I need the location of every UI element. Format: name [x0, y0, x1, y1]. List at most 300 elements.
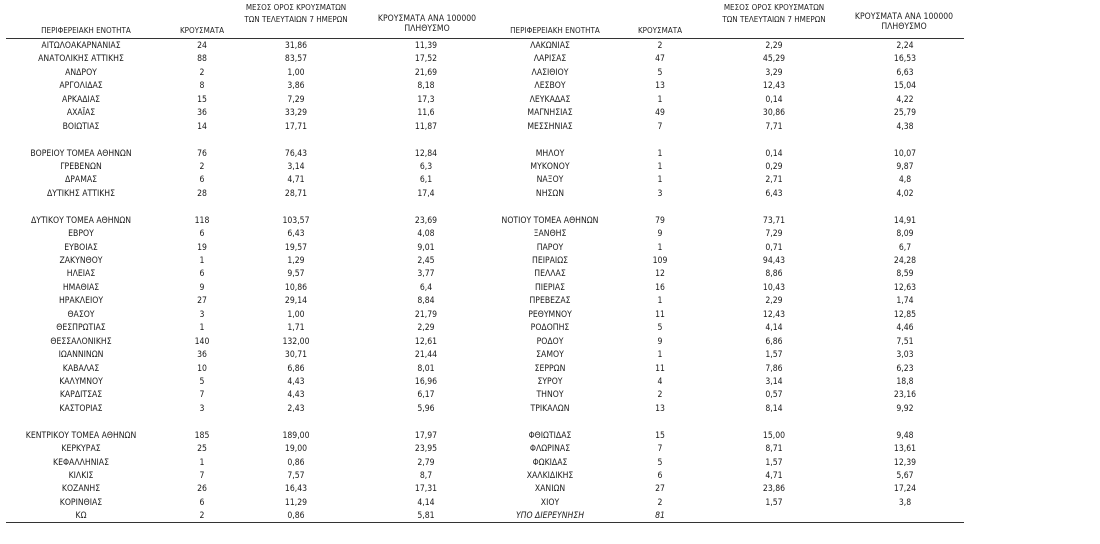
cell-per: 1,74 [896, 296, 914, 307]
cell-cases: 9 [657, 336, 663, 347]
cell-cases: 28 [197, 188, 207, 199]
cell-cases: 2 [657, 390, 663, 401]
cell-cases: 140 [194, 336, 210, 347]
cell-avg: 16,43 [284, 484, 308, 495]
cell-avg: 3,29 [765, 67, 783, 78]
cell-avg: 19,57 [284, 242, 308, 253]
cell-avg: 0,86 [287, 457, 305, 468]
cell-name: ΑΡΓΟΛΙΔΑΣ [59, 81, 103, 92]
cell-cases: 7 [657, 444, 663, 455]
table-row [490, 67, 964, 80]
cell-per: 6,4 [419, 282, 433, 293]
cell-avg: 10,86 [284, 282, 308, 293]
table-row [490, 416, 964, 429]
cell-name: ΚΑΒΑΛΑΣ [62, 363, 100, 374]
table-row [6, 161, 492, 174]
cell-name: ΘΕΣΣΑΛΟΝΙΚΗΣ [50, 336, 112, 347]
table-row [6, 94, 492, 107]
table-row [490, 80, 964, 93]
cell-avg: 0,86 [287, 511, 305, 522]
cell-cases: 47 [655, 54, 665, 65]
cell-name: ΠΡΕΒΕΖΑΣ [529, 296, 571, 307]
table-row [6, 174, 492, 187]
cell-per: 8,18 [417, 81, 435, 92]
cell-per: 17,3 [417, 94, 435, 105]
cell-per: 6,3 [419, 161, 433, 172]
cell-cases: 1 [657, 161, 663, 172]
cell-avg: 7,57 [287, 471, 305, 481]
table-row [6, 107, 492, 120]
table-row [490, 309, 964, 322]
cell-name: ΗΜΑΘΙΑΣ [62, 282, 100, 293]
cell-avg: 30,86 [762, 108, 786, 119]
cell-name: ΕΒΡΟΥ [68, 229, 94, 240]
cell-per: 23,16 [893, 390, 917, 401]
cell-cases: 2 [657, 41, 663, 51]
cell-cases: 12 [655, 269, 665, 280]
cell-name: ΖΑΚΥΝΘΟΥ [59, 256, 103, 266]
cell-name: ΤΗΝΟΥ [536, 390, 564, 401]
cell-avg: 3,86 [287, 81, 305, 92]
cell-avg: 2,29 [765, 296, 783, 307]
table-row [6, 322, 492, 335]
cell-cases: 19 [197, 242, 207, 253]
cell-avg: 73,71 [762, 215, 786, 226]
cell-name: ΝΑΞΟΥ [536, 175, 564, 186]
table-row [490, 228, 964, 241]
cell-per: 5,81 [417, 511, 435, 522]
cell-name: ΛΕΥΚΑΔΑΣ [529, 94, 571, 105]
cell-name: ΑΧΑΪΑΣ [66, 108, 96, 119]
cell-cases: 5 [657, 67, 663, 78]
cell-name: ΤΡΙΚΑΛΩΝ [530, 403, 570, 414]
cell-avg: 33,29 [284, 108, 308, 119]
cell-per: 11,39 [414, 41, 438, 51]
header-per-100k: ΚΡΟΥΣΜΑΤΑ ΑΝΑ 100000 ΠΛΗΘΥΣΜΟ [854, 12, 954, 32]
cell-per: 21,69 [414, 67, 438, 78]
table-row [6, 134, 492, 147]
table-row [490, 376, 964, 389]
cell-cases: 9 [657, 229, 663, 240]
table-row [6, 416, 492, 429]
cell-name: ΦΛΩΡΙΝΑΣ [529, 444, 571, 455]
cell-cases: 1 [657, 175, 663, 186]
cell-per: 4,08 [417, 229, 435, 240]
cell-per: 12,84 [414, 148, 438, 159]
cell-per: 9,01 [417, 242, 435, 253]
cell-name: ΚΩ [75, 511, 87, 522]
cell-avg: 189,00 [282, 430, 310, 441]
cell-name: ΑΡΚΑΔΙΑΣ [61, 94, 101, 105]
cell-avg: 6,86 [287, 363, 305, 374]
cell-per: 2,24 [896, 41, 914, 51]
cell-cases: 81 [655, 511, 665, 522]
cell-name: ΓΡΕΒΕΝΩΝ [60, 161, 102, 172]
table-row [6, 497, 492, 510]
cell-avg: 23,86 [762, 484, 786, 495]
cell-per: 4,46 [896, 323, 914, 334]
header-region: ΠΕΡΙΦΕΡΕΙΑΚΗ ΕΝΟΤΗΤΑ [510, 26, 600, 35]
cell-avg: 7,29 [765, 229, 783, 240]
table-row [490, 174, 964, 187]
cell-avg: 3,14 [287, 161, 305, 172]
cell-name: ΕΥΒΟΙΑΣ [64, 242, 98, 253]
cell-per: 6,7 [898, 242, 912, 253]
cell-avg: 1,57 [765, 350, 783, 361]
table-row [490, 363, 964, 376]
cell-avg: 1,00 [287, 309, 305, 320]
cell-name: ΣΥΡΟΥ [537, 376, 563, 387]
cell-name: ΠΕΛΛΑΣ [534, 269, 566, 280]
cell-name: ΛΑΣΙΘΙΟΥ [531, 67, 569, 78]
cell-name: ΚΙΛΚΙΣ [68, 471, 94, 481]
cell-cases: 13 [655, 81, 665, 92]
cell-cases: 6 [199, 497, 205, 508]
cell-per: 4,02 [896, 188, 914, 199]
cell-cases: 24 [197, 41, 207, 51]
cell-avg: 28,71 [284, 188, 308, 199]
cell-name: ΡΟΔΟΥ [536, 336, 564, 347]
cell-per: 3,77 [417, 269, 435, 280]
cell-per: 12,61 [414, 336, 438, 347]
cell-per: 9,48 [896, 430, 914, 441]
cell-avg: 7,71 [765, 121, 783, 132]
cell-cases: 2 [199, 161, 205, 172]
cell-cases: 1 [657, 148, 663, 159]
cell-per: 6,1 [419, 175, 433, 186]
cell-per: 11,6 [417, 108, 435, 119]
table-row [6, 188, 492, 201]
cell-avg: 83,57 [284, 54, 308, 65]
table-row [490, 94, 964, 107]
cell-cases: 1 [657, 350, 663, 361]
table-row [6, 403, 492, 416]
cell-avg: 30,71 [284, 350, 308, 361]
table-row [6, 268, 492, 281]
table-row [6, 376, 492, 389]
cell-cases: 3 [199, 309, 205, 320]
cell-name: ΑΝΑΤΟΛΙΚΗΣ ΑΤΤΙΚΗΣ [38, 54, 124, 65]
cell-name: ΛΕΣΒΟΥ [534, 81, 566, 92]
cell-per: 2,45 [417, 256, 435, 266]
cell-cases: 36 [197, 108, 207, 119]
cell-name: ΚΕΦΑΛΛΗΝΙΑΣ [53, 457, 109, 468]
cell-name: ΝΗΣΩΝ [535, 188, 565, 199]
cell-cases: 16 [655, 282, 665, 293]
cell-avg: 0,71 [765, 242, 783, 253]
cell-avg: 3,14 [765, 376, 783, 387]
cell-per: 16,96 [414, 376, 438, 387]
cell-name: ΗΡΑΚΛΕΙΟΥ [58, 296, 104, 307]
table-row [490, 389, 964, 402]
cell-per: 5,96 [417, 403, 435, 414]
table-row [6, 215, 492, 228]
table-row [490, 107, 964, 120]
header-avg: ΜΕΣΟΣ ΟΡΟΣ ΚΡΟΥΣΜΑΤΩΝ ΤΩΝ ΤΕΛΕΥΤΑΙΩΝ 7 ΗΜΕΡΩΝ [722, 3, 826, 24]
cell-avg: 31,86 [284, 41, 308, 51]
table-row [6, 363, 492, 376]
cell-name: ΘΑΣΟΥ [67, 309, 95, 320]
cell-cases: 27 [197, 296, 207, 307]
table-row [490, 40, 964, 53]
cell-per: 8,09 [896, 229, 914, 240]
cell-cases: 6 [199, 229, 205, 240]
cell-name: ΜΑΓΝΗΣΙΑΣ [527, 108, 573, 119]
cell-name: ΦΩΚΙΔΑΣ [532, 457, 568, 468]
table-row [6, 430, 492, 443]
cell-cases: 1 [199, 256, 205, 266]
cell-cases: 49 [655, 108, 665, 119]
cell-name: ΞΑΝΘΗΣ [533, 229, 567, 240]
cell-name: ΛΑΚΩΝΙΑΣ [530, 41, 570, 51]
cell-name: ΡΕΘΥΜΝΟΥ [528, 309, 572, 320]
cell-name: ΒΟΙΩΤΙΑΣ [62, 121, 100, 132]
cell-per: 2,79 [417, 457, 435, 468]
cell-per: 6,63 [896, 67, 914, 78]
cell-name: ΘΕΣΠΡΩΤΙΑΣ [56, 323, 106, 334]
table-row [6, 148, 492, 161]
table-row [490, 215, 964, 228]
table-row [490, 148, 964, 161]
cell-name: ΜΥΚΟΝΟΥ [530, 161, 570, 172]
cell-avg: 15,00 [762, 430, 786, 441]
cell-avg: 1,00 [287, 67, 305, 78]
cell-avg: 103,57 [282, 215, 310, 226]
cell-cases: 36 [197, 350, 207, 361]
cell-cases: 7 [657, 121, 663, 132]
table-row [6, 67, 492, 80]
cell-cases: 15 [197, 94, 207, 105]
table-row [490, 134, 964, 147]
cell-avg: 0,57 [765, 390, 783, 401]
table-row [6, 309, 492, 322]
cell-per: 12,63 [893, 282, 917, 293]
cell-avg: 7,29 [287, 94, 305, 105]
cell-avg: 4,71 [287, 175, 305, 186]
cell-cases: 1 [657, 242, 663, 253]
cell-name: ΠΑΡΟΥ [536, 242, 564, 253]
cell-name: ΝΟΤΙΟΥ ΤΟΜΕΑ ΑΘΗΝΩΝ [501, 215, 599, 226]
cell-avg: 94,43 [762, 256, 786, 266]
cell-cases: 185 [194, 430, 210, 441]
cell-name: ΚΕΝΤΡΙΚΟΥ ΤΟΜΕΑ ΑΘΗΝΩΝ [25, 430, 137, 441]
cell-avg: 6,43 [765, 188, 783, 199]
cell-cases: 2 [199, 511, 205, 522]
cell-per: 8,01 [417, 363, 435, 374]
cell-cases: 1 [657, 94, 663, 105]
cell-name: ΗΛΕΙΑΣ [66, 269, 96, 280]
cell-cases: 3 [199, 403, 205, 414]
cell-per: 8,84 [417, 296, 435, 307]
table-row [490, 443, 964, 456]
cell-name: ΧΑΛΚΙΔΙΚΗΣ [526, 471, 574, 481]
cell-avg: 12,43 [762, 81, 786, 92]
header-cases: ΚΡΟΥΣΜΑΤΑ [637, 26, 683, 35]
cell-cases: 26 [197, 484, 207, 495]
table-row [490, 497, 964, 510]
cell-per: 9,92 [896, 403, 914, 414]
cell-avg: 4,71 [765, 471, 783, 481]
cell-name: ΚΑΣΤΟΡΙΑΣ [59, 403, 103, 414]
cell-avg: 29,14 [284, 296, 308, 307]
cell-per: 17,4 [417, 188, 435, 199]
cell-cases: 2 [199, 67, 205, 78]
table-row [490, 295, 964, 308]
table-row [6, 201, 492, 214]
cell-cases: 13 [655, 403, 665, 414]
cell-cases: 6 [199, 269, 205, 280]
cell-cases: 109 [652, 256, 668, 266]
cell-avg: 1,57 [765, 457, 783, 468]
table-bottom-rule [6, 522, 964, 523]
table-row [6, 121, 492, 134]
table-row [6, 389, 492, 402]
cell-avg: 6,43 [287, 229, 305, 240]
table-row [490, 282, 964, 295]
cell-per: 6,17 [417, 390, 435, 401]
cell-cases: 25 [197, 444, 207, 455]
cell-name: ΠΙΕΡΙΑΣ [534, 282, 566, 293]
cell-cases: 27 [655, 484, 665, 495]
table-row [490, 201, 964, 214]
cell-per: 25,79 [893, 108, 917, 119]
table-row [490, 121, 964, 134]
cell-avg: 45,29 [762, 54, 786, 65]
header-per-100k: ΚΡΟΥΣΜΑΤΑ ΑΝΑ 100000 ΠΛΗΘΥΣΜΟ [377, 14, 477, 34]
table-row [6, 80, 492, 93]
cell-per: 14,91 [893, 215, 917, 226]
cell-per: 15,04 [893, 81, 917, 92]
cell-per: 4,14 [417, 497, 435, 508]
cell-cases: 1 [199, 323, 205, 334]
cell-cases: 15 [655, 430, 665, 441]
table-row [6, 295, 492, 308]
cell-per: 8,7 [419, 471, 433, 481]
cell-name: ΚΑΛΥΜΝΟΥ [59, 376, 103, 387]
cell-per: 6,23 [896, 363, 914, 374]
cell-avg: 1,57 [765, 497, 783, 508]
cell-cases: 5 [657, 323, 663, 334]
cell-name: ΧΙΟΥ [540, 497, 560, 508]
cell-avg: 0,14 [765, 148, 783, 159]
cell-cases: 88 [197, 54, 207, 65]
table-row [6, 40, 492, 53]
cell-name: ΧΑΝΙΩΝ [534, 484, 566, 495]
cell-per: 17,97 [414, 430, 438, 441]
table-row [6, 349, 492, 362]
cell-name: ΜΕΣΣΗΝΙΑΣ [527, 121, 573, 132]
cell-cases: 6 [199, 175, 205, 186]
header-region: ΠΕΡΙΦΕΡΕΙΑΚΗ ΕΝΟΤΗΤΑ [41, 26, 131, 35]
cell-cases: 7 [199, 471, 205, 481]
cell-per: 3,8 [898, 497, 912, 508]
cell-per: 18,8 [896, 376, 914, 387]
cell-name: ΦΘΙΩΤΙΔΑΣ [528, 430, 572, 441]
cell-per: 4,22 [896, 94, 914, 105]
cell-avg: 4,43 [287, 376, 305, 387]
cell-cases: 4 [657, 376, 663, 387]
cell-name: ΙΩΑΝΝΙΝΩΝ [58, 350, 104, 361]
cell-per: 12,39 [893, 457, 917, 468]
cell-avg: 2,71 [765, 175, 783, 186]
cell-name: ΚΑΡΔΙΤΣΑΣ [59, 390, 103, 401]
cell-avg: 12,43 [762, 309, 786, 320]
cell-avg: 7,86 [765, 363, 783, 374]
table-row [490, 336, 964, 349]
table-row [6, 228, 492, 241]
cell-cases: 79 [655, 215, 665, 226]
cell-cases: 5 [657, 457, 663, 468]
table-row [490, 470, 964, 483]
cell-name: ΑΙΤΩΛΟΑΚΑΡΝΑΝΙΑΣ [41, 41, 121, 51]
cell-per: 9,87 [896, 161, 914, 172]
cell-cases: 1 [657, 296, 663, 307]
cell-cases: 8 [199, 81, 205, 92]
table-row [490, 161, 964, 174]
cell-per: 3,03 [896, 350, 914, 361]
cell-name: ΣΕΡΡΩΝ [534, 363, 566, 374]
table-row [490, 349, 964, 362]
cell-avg: 76,43 [284, 148, 308, 159]
right-table-header [490, 0, 964, 39]
table-row [6, 457, 492, 470]
cell-name: ΣΑΜΟΥ [536, 350, 564, 361]
left-rows [6, 40, 492, 524]
cell-name: ΔΡΑΜΑΣ [64, 175, 98, 186]
cell-name: ΔΥΤΙΚΗΣ ΑΤΤΙΚΗΣ [46, 188, 115, 199]
cell-cases: 2 [657, 497, 663, 508]
cell-cases: 14 [197, 121, 207, 132]
cell-avg: 1,71 [287, 323, 305, 334]
cell-per: 5,67 [896, 471, 914, 481]
table-row [490, 322, 964, 335]
cell-name: ΚΟΡΙΝΘΙΑΣ [59, 497, 103, 508]
cell-avg: 9,57 [287, 269, 305, 280]
table-row [6, 242, 492, 255]
cell-per: 12,85 [893, 309, 917, 320]
table-row [6, 470, 492, 483]
table-row [490, 457, 964, 470]
cell-avg: 0,29 [765, 161, 783, 172]
cell-avg: 8,71 [765, 444, 783, 455]
cell-cases: 118 [194, 215, 210, 226]
cell-name: ΔΥΤΙΚΟΥ ΤΟΜΕΑ ΑΘΗΝΩΝ [30, 215, 132, 226]
cell-per: 11,87 [414, 121, 438, 132]
table-row [6, 443, 492, 456]
cell-per: 21,79 [414, 309, 438, 320]
cell-per: 23,69 [414, 215, 438, 226]
cell-name: ΡΟΔΟΠΗΣ [530, 323, 570, 334]
cell-name: ΒΟΡΕΙΟΥ ΤΟΜΕΑ ΑΘΗΝΩΝ [30, 148, 132, 159]
cell-avg: 6,86 [765, 336, 783, 347]
cell-per: 17,31 [414, 484, 438, 495]
cell-per: 16,53 [893, 54, 917, 65]
cell-cases: 1 [199, 457, 205, 468]
cell-cases: 3 [657, 188, 663, 199]
cell-avg: 11,29 [284, 497, 308, 508]
table-row [490, 483, 964, 496]
cell-name: ΚΟΖΑΝΗΣ [61, 484, 101, 495]
table-row [490, 255, 964, 268]
cell-per: 17,52 [414, 54, 438, 65]
cell-per: 8,59 [896, 269, 914, 280]
table-row [490, 403, 964, 416]
cell-per: 7,51 [896, 336, 914, 347]
cell-name: ΥΠΟ ΔΙΕΡΕΥΝΗΣΗ [515, 511, 585, 522]
cell-avg: 8,86 [765, 269, 783, 280]
table-row [490, 430, 964, 443]
cell-per: 2,29 [417, 323, 435, 334]
